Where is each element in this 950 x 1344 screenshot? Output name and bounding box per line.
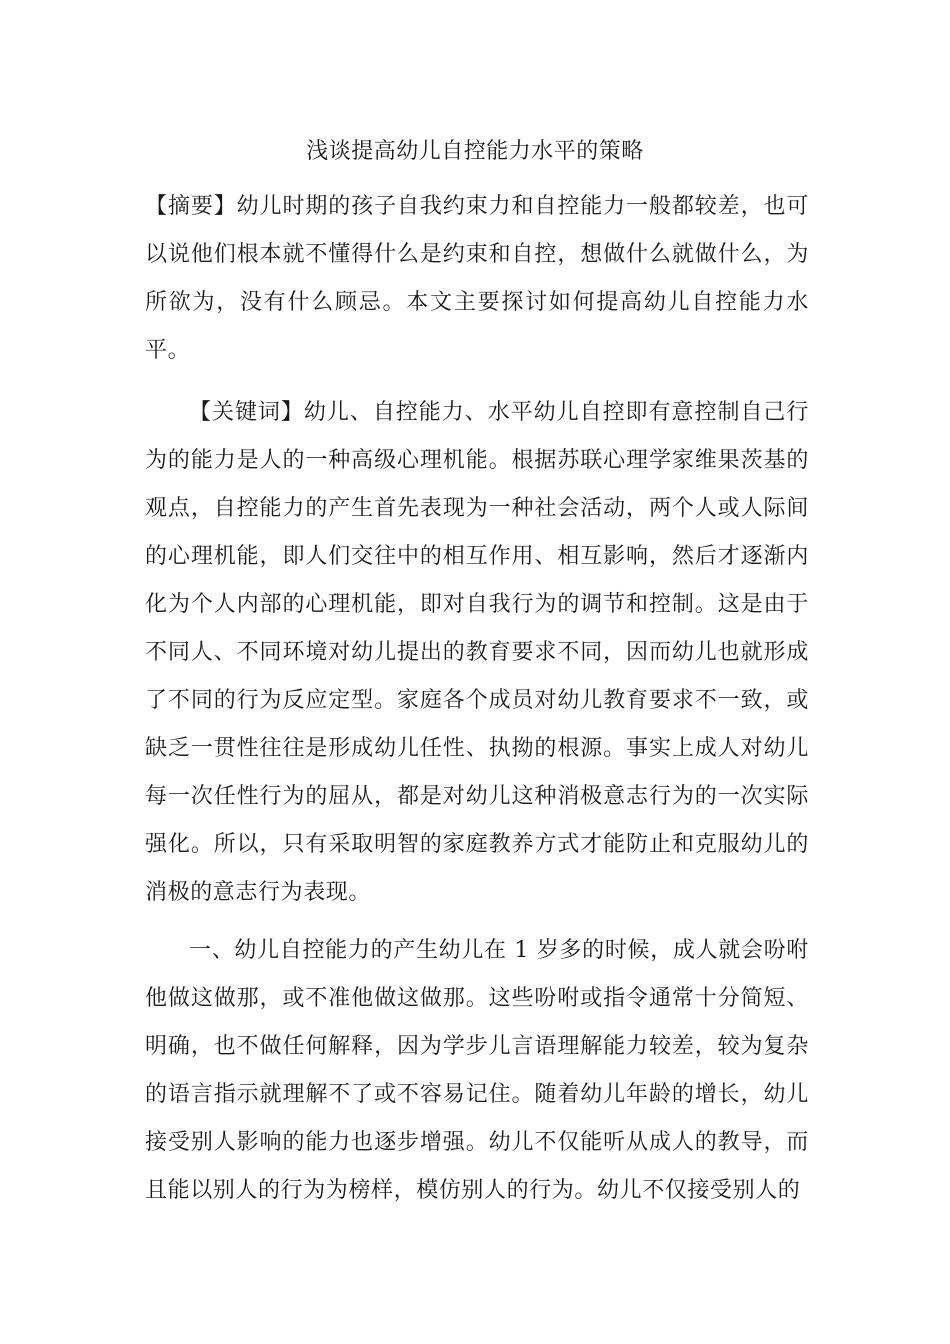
keywords-paragraph: 【关键词】幼儿、自控能力、水平幼儿自控即有意控制自己行为的能力是人的一种高级心理机能。根据苏联心理学家维果茨基的观点，自控能力的产生首先表现为一种社会活动，两个人或人际间的心理机能，即人们交往中的相互作用、相互影响，然后才逐渐内化为个人内部的心理机能，即对自我行为的调节和控制。这是由于不同人、不同环境对幼儿提出的教育要求不同，因而幼儿也就形成了不同的行为反应定型。家庭各个成员对幼儿教育要求不一致，或缺乏一贯性往往是形成幼儿任性、执拗的根源。事实上成人对幼儿每一次任性行为的屈从，都是对幼儿这种消极意志行为的一次实际强化。所以，只有采取明智的家庭教养方式才能防止和克服幼儿的消极的意志行为表现。 bbox=[145, 400, 809, 905]
document-title: 浅谈提高幼儿自控能力水平的策略 bbox=[306, 139, 644, 164]
section-one-paragraph: 一、幼儿自控能力的产生幼儿在 1 岁多的时候，成人就会吩咐他做这做那，或不准他做这做那。这些吩咐或指令通常十分简短、明确，也不做任何解释，因为学步儿言语理解能力较差，较为复杂的语言指示就理解不了或不容易记住。随着幼儿年龄的增长，幼儿接受别人影响的能力也逐步增强。幼儿不仅能听从成人的教导，而且能以别人的行为为榜样，模仿别人的行为。幼儿不仅接受别人的 bbox=[145, 938, 809, 1203]
document-body bbox=[145, 183, 809, 1215]
abstract-paragraph: 【摘要】幼儿时期的孩子自我约束力和自控能力一般都较差，也可以说他们根本就不懂得什么是约束和自控，想做什么就做什么，为所欲为，没有什么顾忌。本文主要探讨如何提高幼儿自控能力水平。 bbox=[145, 194, 809, 363]
